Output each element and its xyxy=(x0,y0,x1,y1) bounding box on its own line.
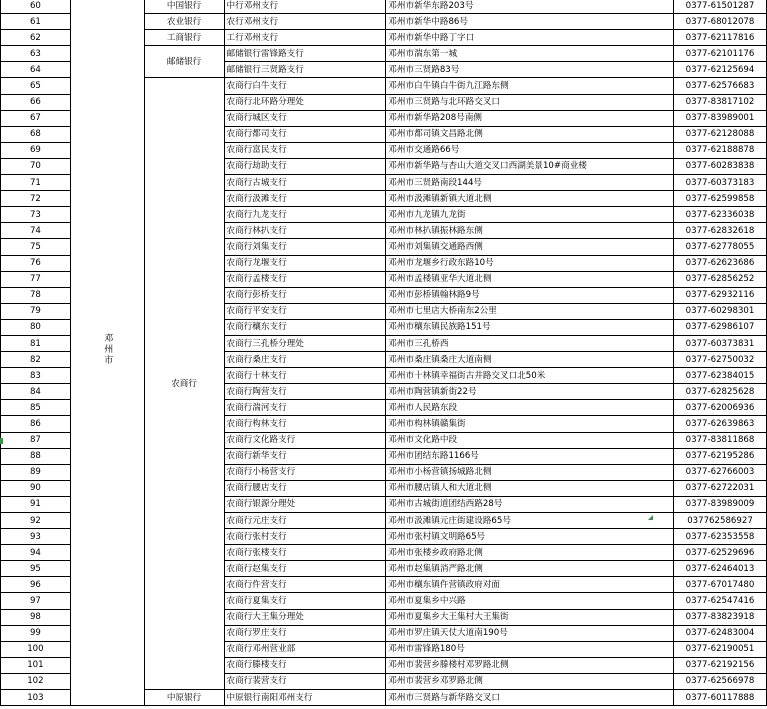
address-cell: 邓州市张村镇文明路65号 xyxy=(386,529,674,545)
row-number: 83 xyxy=(1,368,71,384)
phone-cell: 0377-62464013 xyxy=(674,561,767,577)
phone-cell: 0377-68012078 xyxy=(674,14,767,30)
address-cell: 邓州市三贤路南段144号 xyxy=(386,175,674,191)
address-cell: 邓州市赵集镇消严路北侧 xyxy=(386,561,674,577)
phone-cell: 0377-62101176 xyxy=(674,46,767,62)
row-number: 67 xyxy=(1,110,71,126)
branch-name-cell: 农商行裴营支行 xyxy=(224,673,386,689)
branch-name-cell: 农商行新华支行 xyxy=(224,448,386,464)
phone-cell: 0377-62722031 xyxy=(674,480,767,496)
bank-name-cell: 邮储银行 xyxy=(144,46,224,78)
phone-cell: 0377-62566978 xyxy=(674,673,767,689)
branch-name-cell: 农商行汲滩支行 xyxy=(224,191,386,207)
branch-name-cell: 农商行平安支行 xyxy=(224,303,386,319)
phone-cell: 0377-62766003 xyxy=(674,464,767,480)
address-cell: 邓州市张楼乡政府路北侧 xyxy=(386,545,674,561)
row-number: 85 xyxy=(1,400,71,416)
phone-cell: 0377-62750032 xyxy=(674,352,767,368)
phone-cell: 0377-60298301 xyxy=(674,303,767,319)
row-number: 103 xyxy=(1,690,71,706)
row-number: 86 xyxy=(1,416,71,432)
phone-cell: 0377-62639863 xyxy=(674,416,767,432)
branch-name-cell: 农商行夏集支行 xyxy=(224,593,386,609)
row-number: 102 xyxy=(1,673,71,689)
address-cell: 邓州市陶营镇新街22号 xyxy=(386,384,674,400)
address-cell: 邓州市文化路中段 xyxy=(386,432,674,448)
address-cell: 邓州市罗庄镇天仗大道南190号 xyxy=(386,625,674,641)
address-cell: 邓州市交通路66号 xyxy=(386,142,674,158)
branch-name-cell: 农商行林扒支行 xyxy=(224,223,386,239)
row-number: 69 xyxy=(1,142,71,158)
branch-name-cell: 邮储银行三贤路支行 xyxy=(224,62,386,78)
branch-name-cell: 农商行都司支行 xyxy=(224,126,386,142)
branch-name-cell: 农商行九龙支行 xyxy=(224,207,386,223)
bank-name-cell: 农商行 xyxy=(144,78,224,690)
row-number: 91 xyxy=(1,496,71,512)
branch-name-cell: 农商行赵集支行 xyxy=(224,561,386,577)
branch-name-cell: 农商行古城支行 xyxy=(224,175,386,191)
bank-name-cell: 中国银行 xyxy=(144,0,224,14)
phone-cell: 0377-62336038 xyxy=(674,207,767,223)
phone-cell: 0377-83989001 xyxy=(674,110,767,126)
address-cell: 邓州市都司镇文昌路北侧 xyxy=(386,126,674,142)
address-cell: 邓州市雷锋路180号 xyxy=(386,641,674,657)
address-cell: 邓州市古城街道团结西路28号 xyxy=(386,496,674,512)
row-number: 79 xyxy=(1,303,71,319)
phone-cell: 0377-83989009 xyxy=(674,496,767,512)
address-cell: 邓州市白牛镇白牛街九江路东侧 xyxy=(386,78,674,94)
branch-name-cell: 农商行三孔桥分理处 xyxy=(224,335,386,351)
phone-cell: 0377-62529696 xyxy=(674,545,767,561)
address-cell: 邓州市七里店大桥南东2公里 xyxy=(386,303,674,319)
row-number: 80 xyxy=(1,319,71,335)
phone-cell: 0377-60373183 xyxy=(674,175,767,191)
branch-name-cell: 农商行仵营支行 xyxy=(224,577,386,593)
phone-cell: 0377-62778055 xyxy=(674,239,767,255)
row-number: 96 xyxy=(1,577,71,593)
row-number: 71 xyxy=(1,175,71,191)
phone-cell: 0377-62576683 xyxy=(674,78,767,94)
branch-name-cell: 农商行张楼支行 xyxy=(224,545,386,561)
phone-cell: 0377-62190051 xyxy=(674,641,767,657)
phone-cell: 0377-67017480 xyxy=(674,577,767,593)
row-number: 89 xyxy=(1,464,71,480)
address-cell: 邓州市三贤路与新华路交叉口 xyxy=(386,690,674,706)
table-row xyxy=(1,0,767,14)
branch-name-cell: 农商行银源分理处 xyxy=(224,496,386,512)
address-cell: 邓州市林扒镇振林路东侧 xyxy=(386,223,674,239)
row-number: 77 xyxy=(1,271,71,287)
row-number: 70 xyxy=(1,158,71,174)
bank-name-cell: 农业银行 xyxy=(144,14,224,30)
branch-name-cell: 农商行张村支行 xyxy=(224,529,386,545)
branch-name-cell: 农商行孟楼支行 xyxy=(224,271,386,287)
phone-cell: 0377-62128088 xyxy=(674,126,767,142)
phone-cell: 0377-62006936 xyxy=(674,400,767,416)
phone-cell: 0377-62623686 xyxy=(674,255,767,271)
address-cell: 邓州市构林镇赣集街 xyxy=(386,416,674,432)
row-number: 90 xyxy=(1,480,71,496)
address-cell: 邓州市湍东第一城 xyxy=(386,46,674,62)
row-number: 95 xyxy=(1,561,71,577)
phone-cell: 0377-60283838 xyxy=(674,158,767,174)
branch-name-cell: 农商行元庄支行 xyxy=(224,513,386,529)
branch-name-cell: 农商行桑庄支行 xyxy=(224,352,386,368)
address-cell: 邓州市桑庄镇桑庄大道南侧 xyxy=(386,352,674,368)
branch-name-cell: 农商行文化路支行 xyxy=(224,432,386,448)
row-number: 65 xyxy=(1,78,71,94)
branch-name-cell: 中原银行南阳邓州支行 xyxy=(224,690,386,706)
row-number: 82 xyxy=(1,352,71,368)
row-number: 62 xyxy=(1,30,71,46)
row-number: 66 xyxy=(1,94,71,110)
row-number: 64 xyxy=(1,62,71,78)
row-number: 73 xyxy=(1,207,71,223)
branch-name-cell: 农商行穰东支行 xyxy=(224,319,386,335)
row-number: 92 xyxy=(1,513,71,529)
branch-name-cell: 邮储银行雷锋路支行 xyxy=(224,46,386,62)
cell-comment-indicator xyxy=(648,515,653,520)
address-cell: 邓州市团结东路1166号 xyxy=(386,448,674,464)
row-number: 60 xyxy=(1,0,71,14)
branch-name-cell: 农商行湍河支行 xyxy=(224,400,386,416)
phone-cell: 0377-62986107 xyxy=(674,319,767,335)
phone-cell: 0377-62192156 xyxy=(674,657,767,673)
address-cell: 邓州市裴营乡滕楼村邓罗路北侧 xyxy=(386,657,674,673)
row-number: 63 xyxy=(1,46,71,62)
address-cell: 邓州市新华中路丁字口 xyxy=(386,30,674,46)
address-cell: 邓州市夏集乡大王集村大王集街 xyxy=(386,609,674,625)
branch-name-cell: 农商行腰店支行 xyxy=(224,480,386,496)
branch-name-cell: 农行邓州支行 xyxy=(224,14,386,30)
address-cell: 邓州市新华路208号南侧 xyxy=(386,110,674,126)
phone-cell: 0377-62832618 xyxy=(674,223,767,239)
row-number: 75 xyxy=(1,239,71,255)
row-number: 88 xyxy=(1,448,71,464)
city-cell xyxy=(70,0,144,706)
row-number: 94 xyxy=(1,545,71,561)
address-cell: 邓州市汲滩镇新镇大道北侧 xyxy=(386,191,674,207)
row-number: 100 xyxy=(1,641,71,657)
branch-name-cell: 中行邓州支行 xyxy=(224,0,386,14)
row-number: 72 xyxy=(1,191,71,207)
branch-name-cell: 农商行城区支行 xyxy=(224,110,386,126)
bank-name-cell: 中原银行 xyxy=(144,690,224,706)
address-cell: 邓州市九龙镇九龙街 xyxy=(386,207,674,223)
address-cell: 邓州市三贤路83号 xyxy=(386,62,674,78)
address-cell: 邓州市刘集镇交通路西侧 xyxy=(386,239,674,255)
address-cell: 邓州市人民路东段 xyxy=(386,400,674,416)
row-number: 97 xyxy=(1,593,71,609)
row-number: 99 xyxy=(1,625,71,641)
branch-name-cell: 农商行构林支行 xyxy=(224,416,386,432)
phone-cell: 0377-62483004 xyxy=(674,625,767,641)
branch-name-cell: 农商行罗庄支行 xyxy=(224,625,386,641)
branch-name-cell: 农商行刘集支行 xyxy=(224,239,386,255)
address-cell: 邓州市新华东路203号 xyxy=(386,0,674,14)
phone-cell: 0377-62353558 xyxy=(674,529,767,545)
row-number: 78 xyxy=(1,287,71,303)
branch-name-cell: 农商行白牛支行 xyxy=(224,78,386,94)
branch-name-cell: 农商行滕楼支行 xyxy=(224,657,386,673)
branch-name-cell: 农商行大王集分理处 xyxy=(224,609,386,625)
branch-name-cell: 农商行十林支行 xyxy=(224,368,386,384)
phone-cell: 0377-62932116 xyxy=(674,287,767,303)
phone-cell: 0377-62195286 xyxy=(674,448,767,464)
address-cell: 邓州市小杨营镇扬城路北侧 xyxy=(386,464,674,480)
row-selection-marker xyxy=(0,438,3,444)
address-cell: 邓州市汲滩镇元庄街建设路65号 xyxy=(386,513,674,529)
address-cell: 邓州市三孔桥西 xyxy=(386,335,674,351)
address-cell: 邓州市裴营乡邓罗路北侧 xyxy=(386,673,674,689)
phone-cell: 0377-83823918 xyxy=(674,609,767,625)
phone-cell: 0377-60117888 xyxy=(674,690,767,706)
row-number: 101 xyxy=(1,657,71,673)
row-number: 61 xyxy=(1,14,71,30)
row-number: 74 xyxy=(1,223,71,239)
row-number: 68 xyxy=(1,126,71,142)
city-label: 邓州市 xyxy=(102,332,113,366)
branch-name-cell: 农商行劫助支行 xyxy=(224,158,386,174)
branch-name-cell: 农商行富民支行 xyxy=(224,142,386,158)
row-number: 81 xyxy=(1,335,71,351)
row-number: 84 xyxy=(1,384,71,400)
address-cell: 邓州市夏集乡中兴路 xyxy=(386,593,674,609)
address-cell: 邓州市腰店镇人和大道北侧 xyxy=(386,480,674,496)
address-cell: 邓州市十林镇幸福街古井路交叉口北50米 xyxy=(386,368,674,384)
bank-name-cell: 工商银行 xyxy=(144,30,224,46)
branch-name-cell: 农商行北环路分理处 xyxy=(224,94,386,110)
phone-cell: 0377-60373831 xyxy=(674,335,767,351)
address-cell: 邓州市新华路与杏山大道交叉口西湖美景10#商业楼 xyxy=(386,158,674,174)
branch-name-cell: 农商行邓州营业部 xyxy=(224,641,386,657)
address-cell: 邓州市新华中路86号 xyxy=(386,14,674,30)
phone-cell: 0377-62384015 xyxy=(674,368,767,384)
row-number: 98 xyxy=(1,609,71,625)
phone-cell: 0377-83817102 xyxy=(674,94,767,110)
phone-cell: 0377-62825628 xyxy=(674,384,767,400)
branch-name-cell: 农商行龙堰支行 xyxy=(224,255,386,271)
branch-name-cell: 工行邓州支行 xyxy=(224,30,386,46)
phone-cell: 0377-62599858 xyxy=(674,191,767,207)
address-cell: 邓州市彭桥镇翰林路9号 xyxy=(386,287,674,303)
phone-cell: 037762586927 xyxy=(674,513,767,529)
address-cell: 邓州市孟楼镇亚华大道北侧 xyxy=(386,271,674,287)
branch-name-cell: 农商行小杨营支行 xyxy=(224,464,386,480)
phone-cell: 0377-62125694 xyxy=(674,62,767,78)
branch-name-cell: 农商行彭桥支行 xyxy=(224,287,386,303)
address-cell: 邓州市三贤路与北环路交叉口 xyxy=(386,94,674,110)
phone-cell: 0377-83811868 xyxy=(674,432,767,448)
branch-name-cell: 农商行陶营支行 xyxy=(224,384,386,400)
address-cell: 邓州市穰东镇仵营镇政府对面 xyxy=(386,577,674,593)
phone-cell: 0377-62856252 xyxy=(674,271,767,287)
row-number: 87 xyxy=(1,432,71,448)
phone-cell: 0377-62547416 xyxy=(674,593,767,609)
phone-cell: 0377-62188878 xyxy=(674,142,767,158)
address-cell: 邓州市龙堰乡行政东路10号 xyxy=(386,255,674,271)
phone-cell: 0377-62117816 xyxy=(674,30,767,46)
row-number: 76 xyxy=(1,255,71,271)
phone-cell: 0377-61501287 xyxy=(674,0,767,14)
row-number: 93 xyxy=(1,529,71,545)
address-cell: 邓州市穰东镇民族路151号 xyxy=(386,319,674,335)
